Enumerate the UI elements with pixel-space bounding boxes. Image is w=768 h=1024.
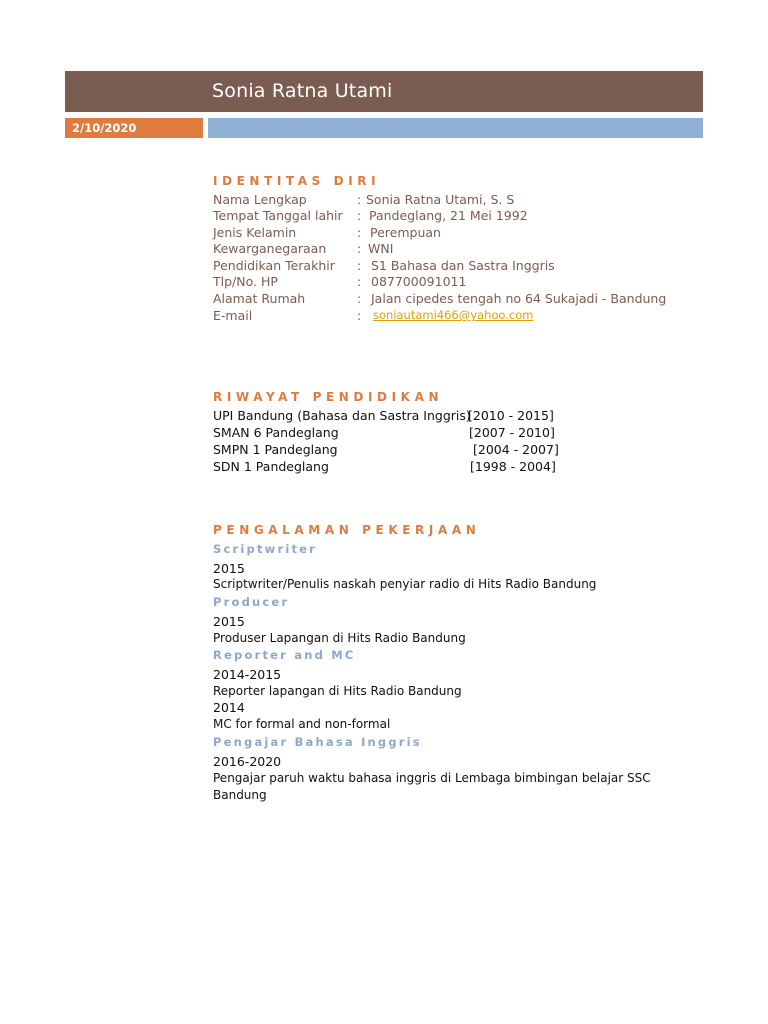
identity-separator: : bbox=[357, 291, 362, 306]
education-school: SDN 1 Pandeglang bbox=[213, 459, 329, 474]
job-description: Pengajar paruh waktu bahasa inggris di Lembaga bimbingan belajar SSC bbox=[213, 771, 651, 785]
accent-bar bbox=[208, 118, 703, 138]
page-title: Sonia Ratna Utami bbox=[212, 80, 393, 102]
job-year: 2016-2020 bbox=[213, 754, 282, 769]
identity-value: S1 Bahasa dan Sastra Inggris bbox=[371, 258, 555, 273]
identity-separator: : bbox=[357, 241, 362, 256]
job-title: Reporter and MC bbox=[213, 648, 356, 662]
section-heading-identitas: IDENTITAS DIRI bbox=[213, 174, 381, 188]
education-years: [1998 - 2004] bbox=[470, 459, 556, 474]
job-year: 2015 bbox=[213, 614, 245, 629]
education-school: SMPN 1 Pandeglang bbox=[213, 442, 338, 457]
job-year: 2015 bbox=[213, 561, 245, 576]
identity-separator: : bbox=[357, 225, 362, 240]
education-years: [2010 - 2015] bbox=[468, 408, 554, 423]
header-bar bbox=[65, 71, 703, 112]
identity-value: Jalan cipedes tengah no 64 Sukajadi - Bandung bbox=[371, 291, 667, 306]
identity-separator: : bbox=[357, 192, 362, 207]
education-school: UPI Bandung (Bahasa dan Sastra Inggris) bbox=[213, 408, 471, 423]
section-heading-pekerjaan: PENGALAMAN PEKERJAAN bbox=[213, 523, 481, 537]
job-year: 2014-2015 bbox=[213, 667, 282, 682]
identity-separator: : bbox=[357, 258, 362, 273]
identity-label: Pendidikan Terakhir bbox=[213, 258, 335, 273]
identity-label: Tlp/No. HP bbox=[213, 274, 278, 289]
education-school: SMAN 6 Pandeglang bbox=[213, 425, 339, 440]
email-link[interactable]: soniautami466@yahoo.com bbox=[373, 308, 534, 322]
date-label: 2/10/2020 bbox=[72, 121, 137, 135]
identity-label: E-mail bbox=[213, 308, 253, 323]
job-description: Bandung bbox=[213, 788, 267, 802]
job-description: MC for formal and non-formal bbox=[213, 717, 391, 731]
identity-value: 087700091011 bbox=[371, 274, 467, 289]
education-years: [2007 - 2010] bbox=[469, 425, 555, 440]
identity-label: Kewarganegaraan bbox=[213, 241, 327, 256]
job-description: Scriptwriter/Penulis naskah penyiar radio di Hits Radio Bandung bbox=[213, 577, 597, 591]
identity-value: Perempuan bbox=[370, 225, 441, 240]
identity-separator: : bbox=[357, 274, 362, 289]
job-description: Produser Lapangan di Hits Radio Bandung bbox=[213, 631, 466, 645]
job-title: Pengajar Bahasa Inggris bbox=[213, 735, 422, 749]
identity-value: Sonia Ratna Utami, S. S bbox=[366, 192, 515, 207]
identity-value: Pandeglang, 21 Mei 1992 bbox=[369, 208, 528, 223]
identity-label: Jenis Kelamin bbox=[213, 225, 297, 240]
date-bar bbox=[65, 118, 203, 138]
identity-label: Nama Lengkap bbox=[213, 192, 307, 207]
identity-label: Tempat Tanggal lahir bbox=[213, 208, 343, 223]
job-title: Producer bbox=[213, 595, 290, 609]
identity-label: Alamat Rumah bbox=[213, 291, 306, 306]
job-year: 2014 bbox=[213, 700, 245, 715]
job-description: Reporter lapangan di Hits Radio Bandung bbox=[213, 684, 462, 698]
identity-value: WNI bbox=[368, 241, 394, 256]
identity-separator: : bbox=[357, 208, 362, 223]
section-heading-pendidikan: RIWAYAT PENDIDIKAN bbox=[213, 390, 444, 404]
education-years: [2004 - 2007] bbox=[473, 442, 559, 457]
identity-separator: : bbox=[357, 308, 362, 323]
job-title: Scriptwriter bbox=[213, 542, 318, 556]
